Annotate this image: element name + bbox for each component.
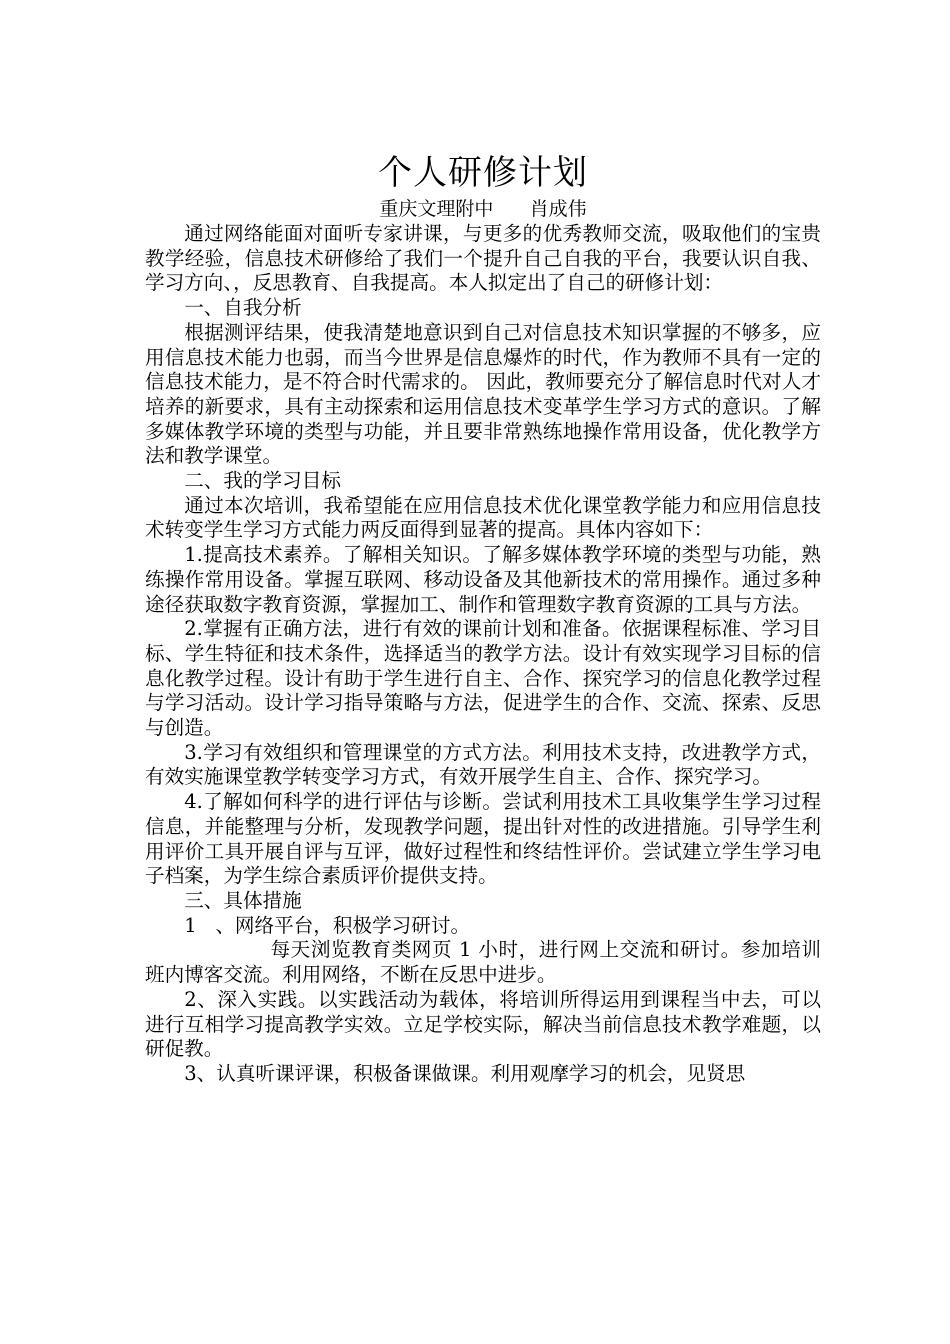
measure-2-paragraph: 2、深入实践。以实践活动为载体，将培训所得运用到课程当中去，可以进行互相学习提高教学实效。立足学校实际，解决当前信息技术教学难题，以研促教。 bbox=[145, 987, 821, 1061]
intro-paragraph: 通过网络能面对面听专家讲课，与更多的优秀教师交流，吸取他们的宝贵教学经验，信息技术研修给了我们一个提升自己自我的平台，我要认识自我、学习方向、，反思教育、自我提高。本人拟定出了自己的研修计划： bbox=[145, 222, 821, 295]
goal-item-1: 1.提高技术素养。了解相关知识。了解多媒体教学环境的类型与功能，熟练操作常用设备。掌握互联网、移动设备及其他新技术的常用操作。通过多种途径获取数字教育资源，掌握加工、制作和管理数字教育资源的工具与方法。 bbox=[145, 543, 821, 616]
measure-3-paragraph: 3、认真听课评课，积极备课做课。利用观摩学习的机会，见贤思 bbox=[184, 1061, 746, 1085]
goal-item-3: 3.学习有效组织和管理课堂的方式方法。利用技术支持，改进教学方式，有效实施课堂教学转变学习方式，有效开展学生自主、合作、探究学习。 bbox=[145, 740, 821, 789]
goal-item-2: 2.掌握有正确方法，进行有效的课前计划和准备。依据课程标准、学习目标、学生特征和技术条件，选择适当的教学方法。设计有效实现学习目标的信息化教学过程。设计有助于学生进行自主、合作、探究学习的信息化教学过程与学习活动。设计学习指导策略与方法，促进学生的合作、交流、探索、反思与创造。 bbox=[145, 617, 821, 740]
document-author: 重庆文理附中 肖成伟 bbox=[379, 198, 587, 220]
section-heading-self-analysis: 一、自我分析 bbox=[184, 296, 302, 320]
document-title: 个人研修计划 bbox=[378, 153, 588, 193]
self-analysis-paragraph: 根据测评结果，使我清楚地意识到自己对信息技术知识掌握的不够多，应用信息技术能力也弱，而当今世界是信息爆炸的时代，作为教师不具有一定的信息技术能力，是不符合时代需求的。 因此，教师要充分了解信息时代对人才培养的新要求，具有主动探索和运用信息技术变革学生学习方式的意识。了解多媒体教学环境的类型与功能，并且要非常熟练地操作常用设备，优化教学方法和教学课堂。 bbox=[145, 320, 821, 468]
goal-item-4: 4.了解如何科学的进行评估与诊断。尝试利用技术工具收集学生学习过程信息，并能整理与分析，发现教学问题，提出针对性的改进措施。引导学生利用评价工具开展自评与互评，做好过程性和终结性评价。尝试建立学生学习电子档案，为学生综合素质评价提供支持。 bbox=[145, 790, 821, 888]
section-heading-learning-goals: 二、我的学习目标 bbox=[184, 469, 341, 493]
learning-goals-intro-paragraph: 通过本次培训，我希望能在应用信息技术优化课堂教学能力和应用信息技术转变学生学习方式能力两反面得到显著的提高。具体内容如下： bbox=[145, 493, 821, 542]
measure-heading-1: 1 、网络平台，积极学习研讨。 bbox=[184, 913, 471, 937]
section-heading-measures: 三、具体措施 bbox=[184, 888, 302, 912]
measure-1-paragraph: 每天浏览教育类网页 1 小时，进行网上交流和研讨。参加培训班内博客交流。利用网络，不断在反思中进步。 bbox=[145, 938, 821, 987]
document-page bbox=[145, 150, 821, 1087]
